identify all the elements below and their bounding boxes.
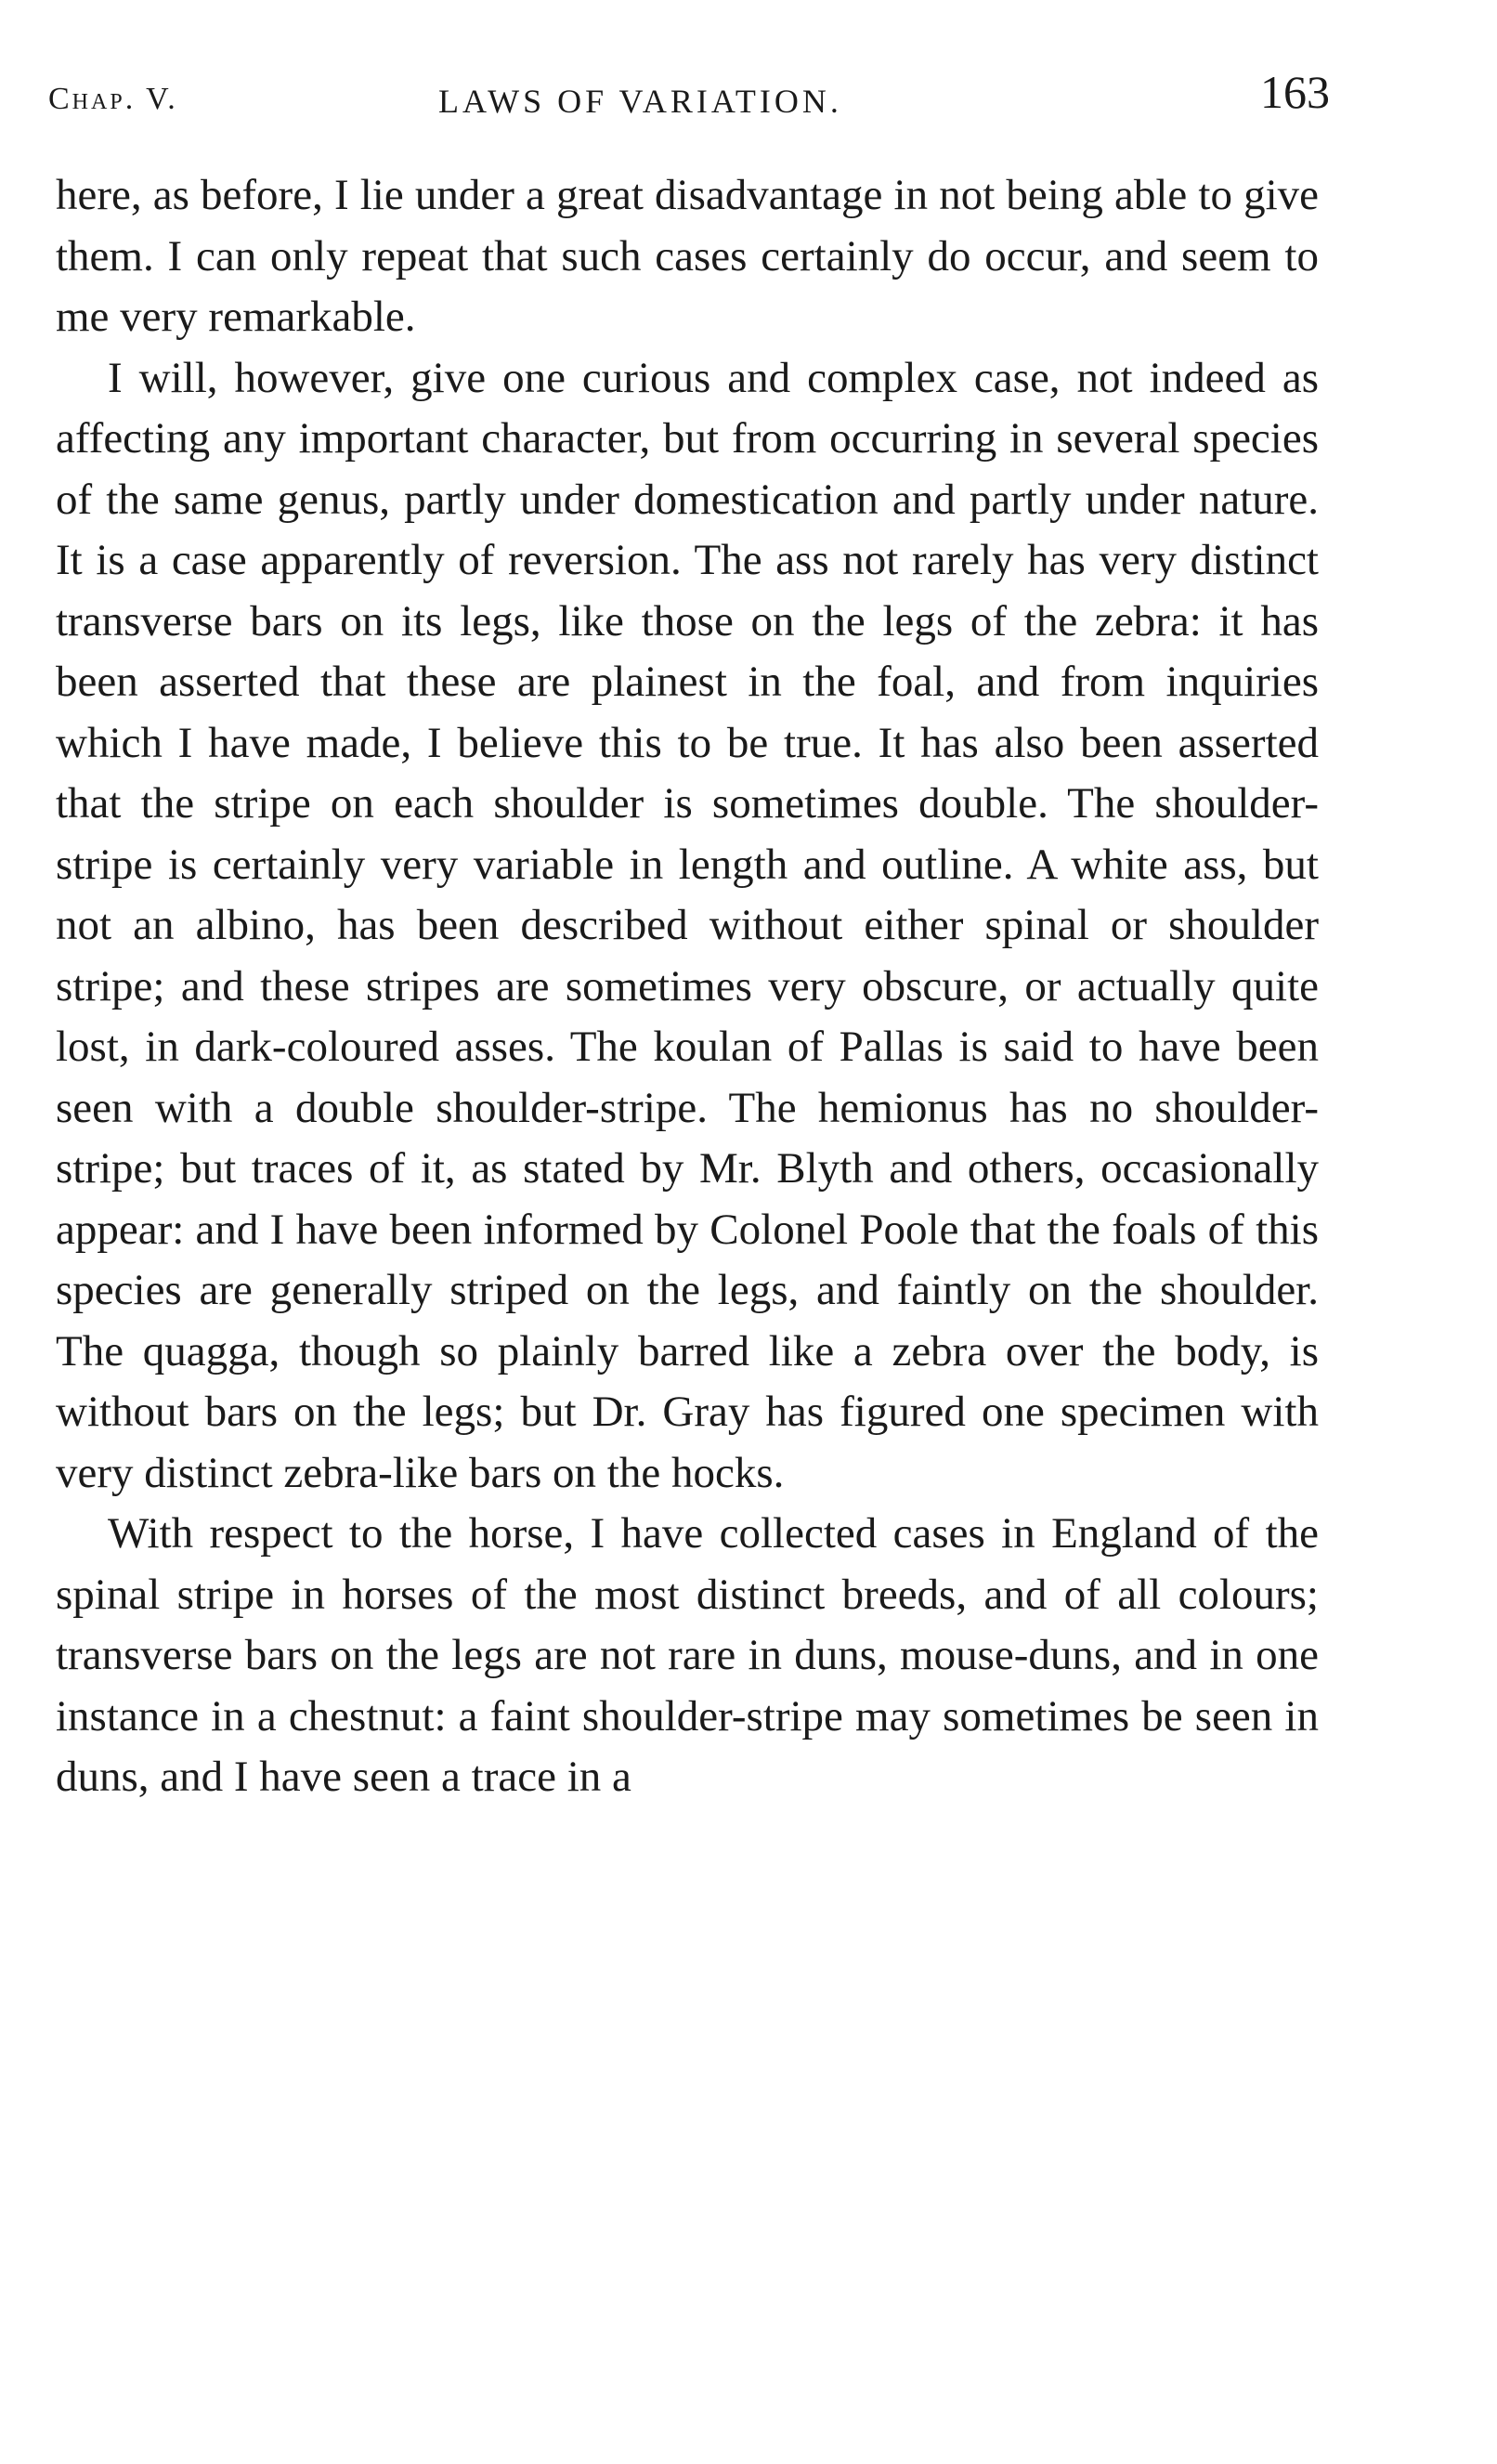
chapter-label: Chap. V. <box>48 82 178 116</box>
body-text <box>56 165 1319 1808</box>
paragraph-horse-stripes: With respect to the horse, I have collected cases in England of the spinal stripe in horses of the most distinct breeds, and of all colours; transverse bars on the legs are not rare in duns, mouse-duns, and in one instance in a chestnut: a faint shoulder-stripe may sometimes be seen in duns, and I have seen a trace in a <box>56 1509 1319 1801</box>
running-head <box>48 65 1330 130</box>
running-title: LAWS OF VARIATION. <box>438 83 842 120</box>
paragraph-ass-stripes: I will, however, give one curious and complex case, not indeed as affecting any important character, but from occurring in several species of the same genus, partly under domestication and partly under nature. It is a case apparently of reversion. The ass not rarely has very distinct transverse bars on its legs, like those on the legs of the zebra: it has been asserted that these are plainest in the foal, and from inquiries which I have made, I believe this to be true. It has also been asserted that the stripe on each shoulder is sometimes double. The shoulder-stripe is certainly very variable in length and outline. A white ass, but not an albino, has been described without either spinal or shoulder stripe; and these stripes are sometimes very obscure, or actually quite lost, in dark-coloured asses. The koulan of Pallas is said to have been seen with a double shoulder-stripe. The hemionus has no shoulder-stripe; but traces of it, as stated by Mr. Blyth and others, occasionally appear: and I have been informed by Colonel Poole that the foals of this species are generally striped on the legs, and faintly on the shoulder. The quagga, though so plainly barred like a zebra over the body, is without bars on the legs; but Dr. Gray has figured one specimen with very distinct zebra-like bars on the hocks. <box>56 353 1319 1497</box>
paragraph-continued: here, as before, I lie under a great disadvantage in not being able to give them. I can only repeat that such cases certainly do occur, and seem to me very remarkable. <box>56 171 1319 341</box>
page-number: 163 <box>1260 66 1330 118</box>
